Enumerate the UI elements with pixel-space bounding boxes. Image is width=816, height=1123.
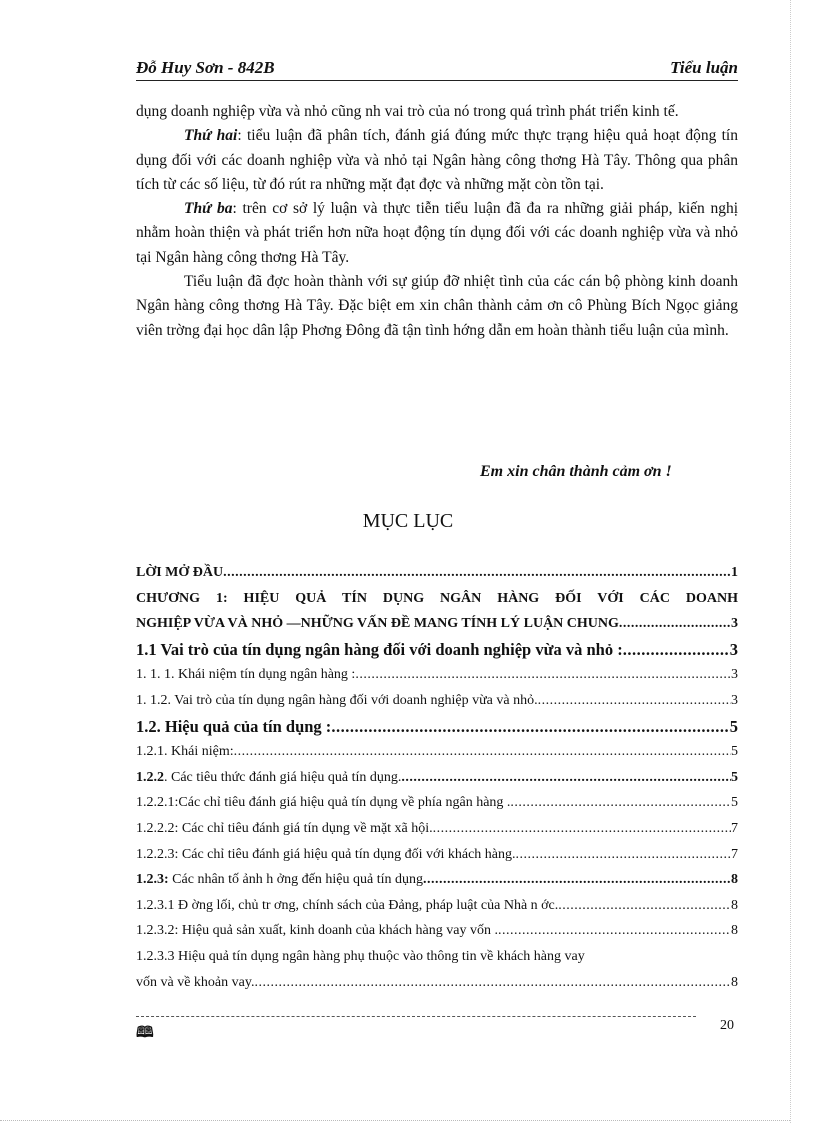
paragraph-2-text: : tiểu luận đã phân tích, đánh giá đúng mức thực trạng hiệu quả hoạt động tín dụng đối với các doanh nghiệp vừa và nhỏ tại Ngân hàng công thơng Hà Tây. Thông qua phân tích từ các số liệu, từ đó rút ra những mặt đạt đợc và những mặt còn tồn tại. (136, 127, 738, 193)
body-text (136, 100, 738, 343)
paragraph-2 (136, 124, 738, 197)
toc-entry-page: 5 (731, 769, 738, 785)
toc-entry-number: 1.2.2 (136, 769, 164, 785)
toc-entry (136, 842, 738, 868)
toc-entry (136, 816, 738, 842)
toc-entry-number: 1.2.3: (136, 872, 169, 888)
paragraph-3-lead: Thứ ba (184, 200, 233, 218)
paragraph-1: dụng doanh nghiệp vừa và nhỏ cũng nh vai trò của nó trong quá trình phát triển kinh tế. (136, 103, 679, 120)
page-header (136, 58, 738, 81)
toc-entry-page: 8 (731, 897, 738, 913)
table-of-contents (136, 560, 738, 995)
toc-entry-label: 1. 1. 1. Khái niệm tín dụng ngân hàng : (136, 667, 356, 683)
page-edge-vertical (790, 0, 791, 1123)
toc-entry-label (136, 765, 401, 791)
toc-entry (136, 893, 738, 919)
toc-entry-page: 3 (729, 639, 738, 659)
toc-entry-label: 1.2. Hiệu quả của tín dụng : (136, 716, 332, 736)
header-doc-type: Tiểu luận (670, 58, 738, 77)
toc-entry-page: 8 (731, 974, 738, 990)
toc-entry-page: 8 (731, 872, 738, 888)
toc-entry-page: 3 (731, 692, 738, 708)
toc-entry (136, 714, 738, 740)
toc-entry-label: 1.2.2.1:Các chỉ tiêu đánh giá hiệu quả tín dụng về phía ngân hàng . (136, 795, 511, 811)
toc-entry (136, 918, 738, 944)
toc-entry (136, 637, 738, 663)
toc-entry (136, 662, 738, 688)
toc-entry-label: vốn và về khoản vay. (136, 974, 255, 990)
toc-entry (136, 688, 738, 714)
toc-entry-label: 1.2.2.3: Các chỉ tiêu đánh giá hiệu quả tín dụng đối với khách hàng. (136, 846, 516, 862)
toc-entry (136, 560, 738, 586)
toc-entry-page: 7 (731, 820, 738, 836)
toc-entry-page: 5 (731, 744, 738, 760)
toc-entry-page: 5 (729, 716, 738, 736)
toc-entry-wrap: 1.2.3.3 Hiệu quả tín dụng ngân hàng phụ thuộc vào thông tin về khách hàng vay (136, 948, 585, 964)
footer-divider (136, 1016, 696, 1017)
toc-entry-label: 1.2.3.1 Đ ờng lối, chủ tr ơng, chính sách của Đảng, pháp luật của Nhà n ớc. (136, 897, 559, 913)
thanks-line: Em xin chân thành cảm ơn ! (480, 463, 672, 480)
toc-entry-page: 3 (731, 667, 738, 683)
toc-entry-label: 1.2.2.2: Các chỉ tiêu đánh giá tín dụng về mặt xã hội. (136, 820, 433, 836)
toc-entry-label: 1.1 Vai trò của tín dụng ngân hàng đối với doanh nghiệp vừa và nhỏ : (136, 639, 623, 659)
toc-entry (136, 765, 738, 791)
page-edge (0, 1120, 790, 1121)
toc-entry-page: 1 (731, 565, 738, 580)
toc-entry-wrap: CHƯƠNG 1: HIỆU QUẢ TÍN DỤNG NGÂN HÀNG ĐỐI VỚI CÁC DOANH (136, 590, 738, 606)
toc-entry-label: 1. 1.2. Vai trò của tín dụng ngân hàng đối với doanh nghiệp vừa và nhỏ. (136, 692, 538, 708)
toc-entry-label (136, 867, 423, 893)
toc-entry-label: NGHIỆP VỪA VÀ NHỎ —NHỮNG VẤN ĐỀ MANG TÍNH LÝ LUẬN CHUNG (136, 616, 619, 632)
toc-entry-text: . Các tiêu thức đánh giá hiệu quả tín dụng. (164, 769, 402, 785)
toc-entry (136, 867, 738, 893)
header-author: Đỗ Huy Sơn - 842B (136, 58, 275, 77)
toc-entry-label: 1.2.1. Khái niệm: (136, 744, 234, 760)
toc-entry (136, 611, 738, 637)
toc-entry (136, 790, 738, 816)
toc-entry (136, 970, 738, 996)
toc-entry (136, 739, 738, 765)
paragraph-3-text: : trên cơ sở lý luận và thực tiễn tiểu luận đã đa ra những giải pháp, kiến nghị nhằm hoàn thiện và phát triển hơn nữa hoạt động tín dụng đối với các doanh nghiệp vừa và nhỏ tại Ngân hàng công thơng Hà Tây. (136, 200, 739, 266)
toc-entry-label: 1.2.3.2: Hiệu quả sản xuất, kinh doanh của khách hàng vay vốn . (136, 923, 498, 939)
toc-entry-page: 8 (731, 923, 738, 939)
paragraph-4: Tiểu luận đã đợc hoàn thành với sự giúp đỡ nhiệt tình của các cán bộ phòng kinh doanh Ngân hàng công thơng Hà Tây. Đặc biệt em xin chân thành cảm ơn cô Phùng Bích Ngọc giảng viên trờng đại học dân lập Phơng Đông đã tận tình hớng dẫn em hoàn thành tiểu luận của mình. (136, 273, 738, 339)
toc-entry-page: 3 (731, 616, 738, 632)
paragraph-2-lead: Thứ hai (184, 127, 238, 145)
toc-entry-page: 5 (731, 795, 738, 811)
toc-entry-page: 7 (731, 846, 738, 862)
book-icon: 🕮 (136, 1025, 154, 1041)
page-number: 20 (720, 1018, 734, 1033)
paragraph-3 (136, 197, 738, 270)
toc-entry-text: Các nhân tố ảnh h ởng đến hiệu quả tín dụng (168, 872, 423, 888)
toc-entry-label: LỜI MỞ ĐẦU (136, 565, 224, 580)
toc-title: MỤC LỤC (362, 510, 454, 532)
